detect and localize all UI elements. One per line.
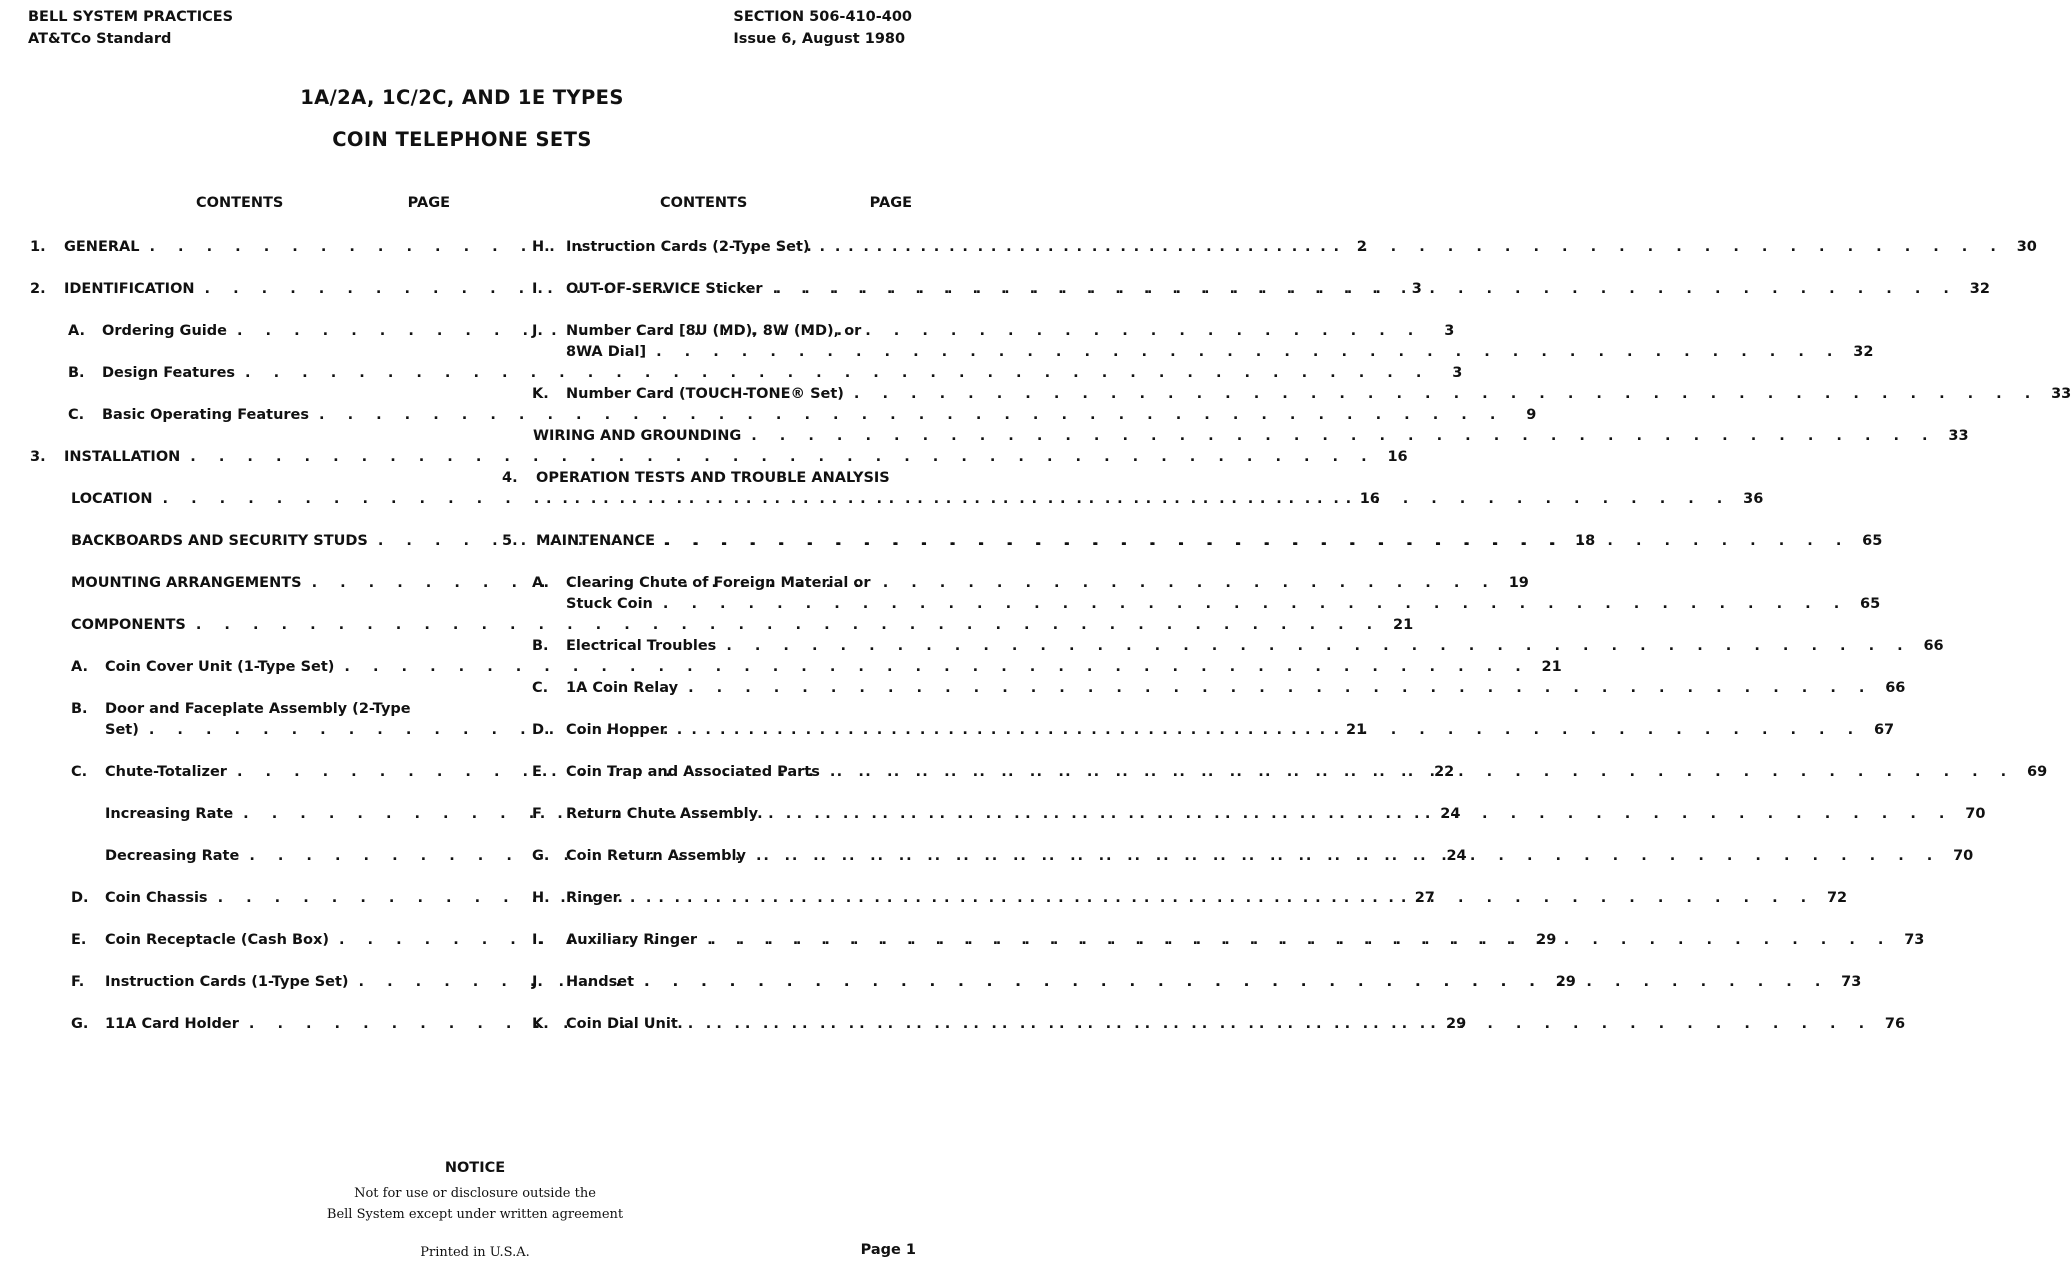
page-label: PAGE — [869, 195, 912, 211]
toc-entry-page: 19 — [1508, 575, 1529, 591]
toc-entry-number: C. — [71, 764, 88, 780]
toc-entry-number: B. — [532, 638, 549, 654]
toc-entry-page: 33 — [2051, 386, 2071, 402]
toc-entry-title: Stuck Coin — [566, 596, 653, 612]
toc-entry — [496, 636, 1944, 657]
dot-leader — [678, 1014, 1879, 1035]
contents-label: CONTENTS — [660, 195, 748, 211]
toc-entry-title: BACKBOARDS AND SECURITY STUDS — [71, 533, 368, 549]
toc-entry-title: Coin Trap and Associated Parts — [566, 764, 820, 780]
toc-entry-title: Coin Receptacle (Cash Box) — [105, 932, 329, 948]
dot-leader — [844, 384, 2045, 405]
notice-title: NOTICE — [444, 1160, 506, 1176]
toc-entry-page: 33 — [1948, 428, 1969, 444]
page-number: Page 1 — [860, 1242, 916, 1258]
toc-entry-page: 67 — [1873, 722, 1895, 738]
toc-entry-page: 69 — [2027, 764, 2048, 780]
toc-entry-page: 9 — [1526, 407, 1537, 423]
toc-entry-page: 3 — [1411, 281, 1422, 297]
toc-entry-number: J. — [532, 323, 543, 339]
dot-leader — [653, 594, 1854, 615]
toc-entry — [30, 657, 1562, 678]
toc-entry-title: Handset — [566, 974, 635, 990]
dot-leader — [741, 426, 1942, 447]
page-label: PAGE — [407, 195, 450, 211]
toc-entry-page: 70 — [1953, 848, 1974, 864]
toc-entry-page: 30 — [2016, 239, 2037, 255]
toc-entry-title: COMPONENTS — [71, 617, 186, 633]
toc-entry-number: D. — [532, 722, 550, 738]
toc-entry-number: 5. — [502, 533, 518, 549]
notice-line: Not for use or disclosure outside the — [354, 1186, 596, 1201]
toc-entry-page: 18 — [1575, 533, 1596, 549]
toc-entry — [496, 237, 2037, 258]
toc-entry-number: B. — [68, 365, 85, 381]
toc-entry — [496, 426, 1969, 447]
toc-entry — [496, 321, 1874, 363]
document-subtitle: COIN TELEPHONE SETS — [332, 128, 592, 151]
toc-entry-title: Ordering Guide — [102, 323, 227, 339]
toc-entry-title: Coin Chassis — [105, 890, 208, 906]
toc-entry-number: F. — [532, 806, 546, 822]
toc-entry-title: Auxiliary Ringer — [566, 932, 698, 948]
toc-entry-number: 3. — [30, 449, 46, 465]
toc-entry-number: K. — [532, 1016, 549, 1032]
toc-entry-page: 36 — [1743, 491, 1764, 507]
notice-line: Bell System except under written agreement — [326, 1207, 624, 1222]
toc-entry-title: IDENTIFICATION — [64, 281, 195, 297]
toc-entry-number: G. — [532, 848, 550, 864]
toc-entry-number: G. — [71, 1016, 89, 1032]
toc-entry-title: LOCATION — [71, 491, 153, 507]
toc-entry-number: H. — [532, 239, 550, 255]
contents-label: CONTENTS — [196, 195, 284, 211]
toc-entry-title: Chute-Totalizer — [105, 764, 227, 780]
toc-entry-title: Design Features — [102, 365, 236, 381]
toc-entry-number: 2. — [30, 281, 46, 297]
toc-entry-title: OPERATION TESTS AND TROUBLE ANALYSIS — [536, 470, 890, 486]
toc-entry-title: Number Card (TOUCH-TONE® Set) — [566, 386, 844, 402]
toc-entry-page: 66 — [1923, 638, 1944, 654]
contents-header — [30, 195, 454, 215]
header-left — [28, 6, 233, 50]
dot-leader — [763, 279, 1964, 300]
toc-entry-page: 32 — [1853, 344, 1874, 360]
toc-entry-title: Coin Return Assembly — [566, 848, 746, 864]
toc-entry-page: 21 — [1541, 659, 1562, 675]
header-issue: Issue 6, August 1980 — [733, 31, 906, 47]
toc-entry-title: Set) — [105, 722, 139, 738]
header-practices: BELL SYSTEM PRACTICES — [28, 9, 234, 25]
toc-entry-page: 16 — [1387, 449, 1408, 465]
toc-entry-title: MOUNTING ARRANGEMENTS — [71, 575, 302, 591]
toc-entry-page: 65 — [1860, 596, 1881, 612]
dot-leader — [536, 489, 1737, 510]
toc-entry-number: A. — [532, 575, 549, 591]
toc-entry-number: E. — [71, 932, 87, 948]
toc-entry-title: Clearing Chute of Foreign Material or — [566, 575, 871, 591]
header-section: SECTION 506-410-400 — [733, 9, 912, 25]
toc-entry — [496, 279, 1990, 300]
toc-entry-number: 4. — [502, 470, 518, 486]
contents-header — [496, 195, 916, 215]
toc-entry — [496, 384, 2071, 405]
toc-entry-title: MAINTENANCE — [536, 533, 656, 549]
toc-entry-page: 24 — [1446, 848, 1467, 864]
toc-entry-page: 29 — [1555, 974, 1576, 990]
toc-entry-title: 11A Card Holder — [105, 1016, 239, 1032]
dot-leader — [655, 531, 1856, 552]
toc-entry-page: 3 — [1452, 365, 1463, 381]
toc-entry-page: 21 — [1393, 617, 1414, 633]
toc-entry-number: K. — [532, 386, 549, 402]
toc-entry-page: 76 — [1884, 1016, 1906, 1032]
dot-leader — [746, 846, 1947, 867]
dot-leader — [758, 804, 1959, 825]
toc-entry-number: C. — [68, 407, 85, 423]
dot-leader — [678, 678, 1879, 699]
toc-entry — [30, 615, 1414, 636]
toc-entry-page: 27 — [1414, 890, 1435, 906]
toc-entry — [30, 363, 1463, 384]
toc-entry-page: 73 — [1841, 974, 1862, 990]
toc-entry-title: Decreasing Rate — [105, 848, 240, 864]
toc-entry-title: Number Card [8U (MD), 8W (MD), or — [566, 323, 862, 339]
toc-entry — [30, 489, 1380, 510]
toc-entry-title: Electrical Troubles — [566, 638, 717, 654]
toc-entry-page: 66 — [1885, 680, 1906, 696]
toc-entry-title: WIRING AND GROUNDING — [533, 428, 742, 444]
toc-entry-page: 29 — [1446, 1016, 1467, 1032]
printed-in-usa: Printed in U.S.A. — [420, 1245, 530, 1260]
toc-entry — [30, 405, 1537, 426]
toc-entry-number: D. — [71, 890, 89, 906]
dot-leader — [646, 342, 1847, 363]
toc-entry-number: A. — [71, 659, 88, 675]
toc-entry-number: F. — [71, 974, 85, 990]
toc-entry-title: 8WA Dial] — [566, 344, 647, 360]
dot-leader — [810, 237, 2011, 258]
toc-entry-title: Instruction Cards (1-Type Set) — [105, 974, 349, 990]
toc-entry-number: I. — [532, 932, 543, 948]
dot-leader — [820, 762, 2021, 783]
dot-leader — [716, 636, 1917, 657]
dot-leader — [634, 972, 1835, 993]
toc-entry-number: H. — [532, 890, 550, 906]
document-title: 1A/2A, 1C/2C, AND 1E TYPES — [300, 86, 624, 109]
toc-entry-page: 29 — [1536, 932, 1557, 948]
toc-entry-title: Basic Operating Features — [102, 407, 310, 423]
toc-entry-number: B. — [71, 701, 88, 717]
header-standard: AT&TCo Standard — [28, 31, 172, 47]
toc-entry-number: C. — [532, 680, 549, 696]
notice-text — [0, 1183, 950, 1225]
dot-leader — [620, 888, 1821, 909]
toc-entry-page: 72 — [1826, 890, 1848, 906]
toc-entry-title: GENERAL — [64, 239, 140, 255]
dot-leader — [667, 720, 1868, 741]
toc-entry-number: J. — [532, 974, 543, 990]
toc-entry-title: 1A Coin Relay — [566, 680, 679, 696]
toc-entry-title: OUT-OF-SERVICE Sticker — [566, 281, 763, 297]
toc-entry-page: 32 — [1969, 281, 1990, 297]
toc-entry-page: 70 — [1965, 806, 1986, 822]
toc-entry-title: Ringer — [566, 890, 620, 906]
toc-entry-page: 65 — [1862, 533, 1883, 549]
toc-entry-title: Coin Hopper — [566, 722, 667, 738]
toc-entry-page: 24 — [1440, 806, 1461, 822]
toc-entry-title: INSTALLATION — [64, 449, 181, 465]
toc-entry-page: 73 — [1904, 932, 1925, 948]
toc-entry-page: 3 — [1444, 323, 1455, 339]
toc-entry-page: 16 — [1359, 491, 1380, 507]
dot-leader — [697, 930, 1898, 951]
toc-entry — [30, 447, 1408, 468]
toc-entry-page: 21 — [1345, 722, 1367, 738]
toc-entry-page: 22 — [1434, 764, 1455, 780]
toc-entry-title: Return Chute Assembly — [566, 806, 759, 822]
toc-entry-page: 2 — [1356, 239, 1367, 255]
toc-entry-number: I. — [532, 281, 543, 297]
toc-entry-title: Instruction Cards (2-Type Set) — [566, 239, 810, 255]
toc-entry — [496, 678, 1906, 699]
toc-entry-number: E. — [532, 764, 548, 780]
toc-entry-number: A. — [68, 323, 85, 339]
toc-entry-title: Door and Faceplate Assembly (2-Type — [105, 701, 411, 717]
toc-entry-title: Coin Dial Unit — [566, 1016, 678, 1032]
toc-entry-title: Increasing Rate — [105, 806, 234, 822]
header-right — [733, 6, 912, 50]
toc-entry-number: 1. — [30, 239, 46, 255]
toc-entry-title: Coin Cover Unit (1-Type Set) — [105, 659, 335, 675]
